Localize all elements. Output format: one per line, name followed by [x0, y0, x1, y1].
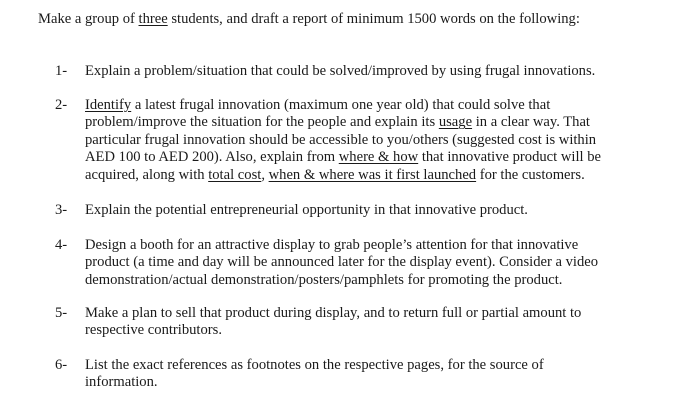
text-segment: information.: [85, 374, 158, 391]
text-segment: List the exact references as footnotes on the respective pages, for the source of: [85, 357, 544, 373]
list-item-number: 4-: [55, 237, 68, 253]
list-item: [55, 357, 695, 392]
text-segment: Explain the potential entrepreneurial opportunity in that innovative product.: [85, 202, 528, 218]
text-line: [85, 305, 695, 322]
list-item-text: [85, 237, 695, 289]
underlined-text: Identify: [85, 97, 132, 113]
text-line: [85, 97, 695, 114]
text-segment: in a clear way. That: [472, 114, 590, 131]
list-item: [55, 202, 695, 219]
underlined-text: when & where was it first launched: [268, 166, 477, 183]
text-line: [85, 167, 695, 184]
text-segment: a latest frugal innovation (maximum one year old) that could solve that: [131, 97, 551, 113]
text-line: [85, 114, 695, 131]
list-item-number: 6-: [55, 357, 68, 373]
text-line: [85, 254, 695, 271]
text-segment: respective contributors.: [85, 322, 222, 339]
text-segment: Make a plan to sell that product during display, and to return full or partial amount to: [85, 305, 582, 321]
text-line: [85, 132, 695, 149]
underlined-text: where & how: [338, 149, 419, 166]
underlined-text: total cost: [208, 166, 262, 183]
text-line: [85, 374, 695, 391]
list-item-number: 2-: [55, 97, 68, 113]
text-line: [85, 63, 695, 80]
text-segment: demonstration/actual demonstration/posters/pamphlets for promoting the product.: [85, 271, 563, 288]
list-item: [55, 305, 695, 340]
list-item-text: [85, 97, 695, 184]
list-item: [55, 63, 695, 80]
text-line: [85, 357, 695, 374]
list-item-number: 1-: [55, 63, 68, 79]
list-item-text: [85, 63, 695, 80]
text-segment: problem/improve the situation for the people and explain its: [85, 114, 439, 131]
list-item: [55, 97, 695, 184]
list-item-number: 5-: [55, 305, 68, 321]
intro-text-after: students, and draft a report of minimum 1500 words on the following:: [167, 11, 580, 27]
text-segment: that innovative product will be: [418, 149, 601, 166]
underlined-text: usage: [438, 114, 473, 131]
text-line: [85, 272, 695, 289]
intro-paragraph: [38, 10, 580, 28]
text-segment: Explain a problem/situation that could be solved/improved by using frugal innovations.: [85, 63, 596, 79]
list-item-text: [85, 357, 695, 392]
text-segment: for the customers.: [476, 166, 585, 183]
text-segment: product (a time and day will be announced later for the display event). Consider a video: [85, 254, 599, 271]
text-segment: ,: [261, 166, 269, 183]
text-line: [85, 322, 695, 339]
text-line: [85, 237, 695, 254]
intro-underlined-word: three: [138, 11, 168, 27]
list-item-number: 3-: [55, 202, 68, 218]
text-line: [85, 149, 695, 166]
text-line: [85, 202, 695, 219]
intro-text-before: Make a group of: [38, 11, 139, 27]
text-segment: acquired, along with: [85, 166, 209, 183]
list-item-text: [85, 202, 695, 219]
text-segment: Design a booth for an attractive display to grab people’s attention for that innovative: [85, 237, 579, 253]
list-item-text: [85, 305, 695, 340]
list-item: [55, 237, 695, 289]
text-segment: AED 100 to AED 200). Also, explain from: [85, 149, 339, 166]
text-segment: particular frugal innovation should be accessible to you/others (suggested cost is within: [85, 131, 597, 148]
